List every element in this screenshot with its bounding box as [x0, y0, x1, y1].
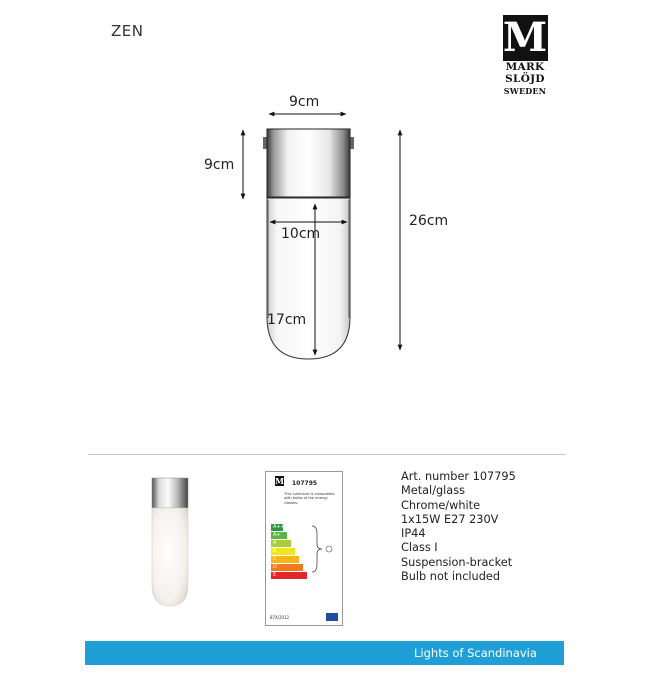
energy-class-bar: E	[271, 572, 307, 579]
spec-power: 1x15W E27 230V	[401, 512, 499, 526]
product-title: ZEN	[111, 22, 144, 40]
logo-letter: M	[502, 14, 548, 61]
energy-label-regulation: 874/2012	[270, 615, 290, 620]
logo-line-1: MARK	[505, 61, 545, 73]
spec-bulb: Bulb not included	[401, 570, 501, 584]
dim-glass-width: 10cm	[281, 226, 321, 242]
spec-mounting: Suspension-bracket	[401, 555, 513, 569]
eu-flag-icon	[326, 613, 338, 621]
energy-label-note: This luminaire is compatible with bulbs of the energy classes:	[284, 492, 335, 505]
energy-label-logo: M	[275, 476, 284, 486]
dim-total-height: 26cm	[409, 213, 449, 229]
footer-text: Lights of Scandinavia	[414, 646, 537, 660]
energy-class-bar: D	[271, 564, 303, 571]
section-divider	[88, 454, 566, 455]
energy-label-article: 107795	[292, 480, 318, 487]
spec-color: Chrome/white	[401, 498, 481, 512]
spec-ip: IP44	[401, 527, 426, 541]
energy-label	[265, 471, 343, 626]
chrome-cap	[267, 129, 350, 197]
dim-top-width: 9cm	[289, 94, 320, 110]
spec-class: Class I	[401, 541, 438, 555]
dim-glass-height: 17cm	[267, 312, 307, 328]
spec-list	[401, 470, 516, 584]
energy-class-bar: A	[271, 540, 291, 547]
dim-top-height: 9cm	[204, 157, 235, 173]
spec-material: Metal/glass	[401, 484, 465, 498]
energy-class-bar: C	[271, 556, 299, 563]
energy-class-bar: A+	[271, 532, 287, 539]
bulb-bracket-icon	[309, 524, 337, 574]
energy-class-bar: B	[271, 548, 295, 555]
spec-article: Art. number 107795	[401, 470, 516, 483]
footer-bar	[85, 641, 564, 665]
product-photo	[145, 474, 195, 610]
logo-line-2: SLÖJD	[505, 73, 545, 85]
logo-line-3: SWEDEN	[503, 86, 547, 96]
energy-class-bar: A++	[273, 524, 285, 530]
